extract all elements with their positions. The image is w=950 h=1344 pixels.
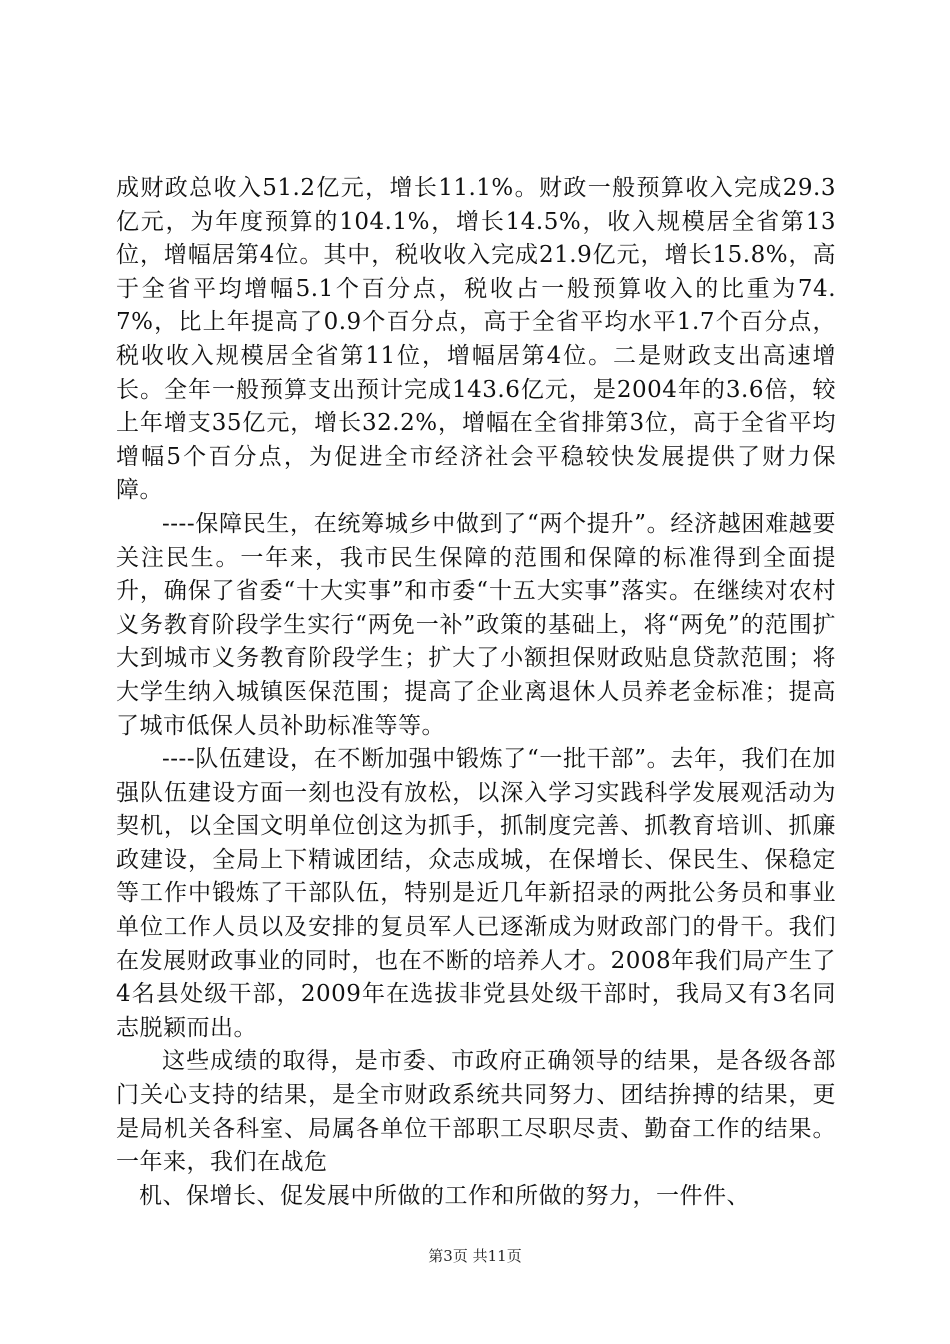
document-body [116, 172, 836, 1213]
paragraph-team-building: ----队伍建设，在不断加强中锻炼了“一批干部”。去年，我们在加强队伍建设方面一刻也没有放松，以深入学习实践科学发展观活动为契机，以全国文明单位创这为抓手，抓制度完善、抓教育培训、抓廉政建设，全局上下精诚团结，众志成城，在保增长、保民生、保稳定等工作中锻炼了干部队伍，特别是近几年新招录的两批公务员和事业单位工作人员以及安排的复员军人已逐渐成为财政部门的骨干。我们在发展财政事业的同时，也在不断的培养人才。2008年我们局产生了4名县处级干部，2009年在选拔非党县处级干部时，我局又有3名同志脱颖而出。 [116, 746, 836, 1041]
paragraph-livelihood: ----保障民生，在统筹城乡中做到了“两个提升”。经济越困难越要关注民生。一年来，我市民生保障的范围和保障的标准得到全面提升，确保了省委“十大实事”和市委“十五大实事”落实。在继续对农村义务教育阶段学生实行“两免一补”政策的基础上，将“两免”的范围扩大到城市义务教育阶段学生；扩大了小额担保财政贴息贷款范围；将大学生纳入城镇医保范围；提高了企业离退休人员养老金标准；提高了城市低保人员补助标准等等。 [116, 510, 836, 739]
page-footer: 第3页 共11页 [428, 1247, 522, 1265]
paragraph-fiscal-revenue: 成财政总收入51.2亿元，增长11.1%。财政一般预算收入完成29.3亿元，为年度预算的104.1%，增长14.5%，收入规模居全省第13位，增幅居第4位。其中，税收收入完成21.9亿元，增长15.8%，高于全省平均增幅5.1个百分点，税收占一般预算收入的比重为74.7%，比上年提高了0.9个百分点，高于全省平均水平1.7个百分点，税收收入规模居全省第11位，增幅居第4位。二是财政支出高速增长。全年一般预算支出预计完成143.6亿元，是2004年的3.6倍，较上年增支35亿元，增长32.2%，增幅在全省排第3位，高于全省平均增幅5个百分点，为促进全市经济社会平稳较快发展提供了财力保障。 [116, 175, 836, 504]
paragraph-continuation: 机、保增长、促发展中所做的工作和所做的努力，一件件、 [139, 1182, 750, 1209]
paragraph-achievements: 这些成绩的取得，是市委、市政府正确领导的结果，是各级各部门关心支持的结果，是全市财政系统共同努力、团结拚搏的结果，更是局机关各科室、局属各单位干部职工尽职尽责、勤奋工作的结果。一年来，我们在战危 [116, 1048, 836, 1176]
